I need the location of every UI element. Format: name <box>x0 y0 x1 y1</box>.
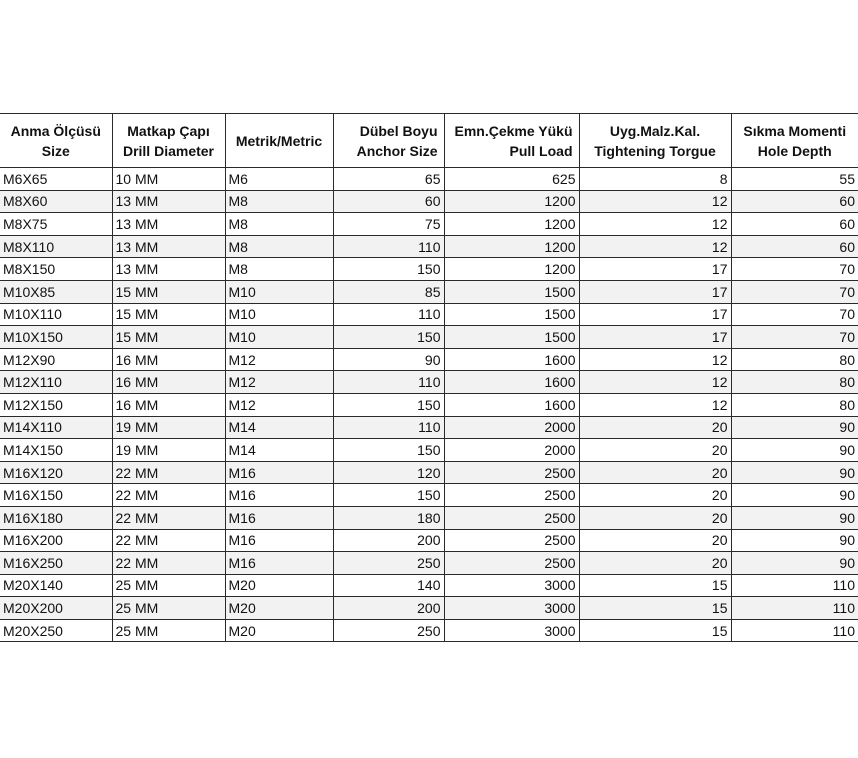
cell-anchor-size: 65 <box>333 168 444 191</box>
cell-pull-load: 1600 <box>444 393 579 416</box>
cell-anchor-size: 90 <box>333 348 444 371</box>
cell-drill-diameter: 13 MM <box>112 213 225 236</box>
cell-size: M10X85 <box>0 280 112 303</box>
cell-tightening-torque: 20 <box>579 461 731 484</box>
cell-metric: M20 <box>225 597 333 620</box>
table-row <box>0 371 858 394</box>
table-row <box>0 552 858 575</box>
header-size <box>0 114 112 168</box>
cell-hole-depth: 90 <box>731 439 858 462</box>
cell-anchor-size: 200 <box>333 597 444 620</box>
table-row <box>0 506 858 529</box>
cell-anchor-size: 110 <box>333 371 444 394</box>
cell-hole-depth: 90 <box>731 484 858 507</box>
cell-size: M8X150 <box>0 258 112 281</box>
cell-drill-diameter: 13 MM <box>112 235 225 258</box>
cell-metric: M8 <box>225 235 333 258</box>
cell-metric: M14 <box>225 439 333 462</box>
cell-pull-load: 2500 <box>444 461 579 484</box>
cell-pull-load: 1600 <box>444 348 579 371</box>
cell-pull-load: 1200 <box>444 190 579 213</box>
table-body <box>0 168 858 642</box>
header-hole-depth <box>731 114 858 168</box>
cell-size: M8X75 <box>0 213 112 236</box>
cell-metric: M10 <box>225 280 333 303</box>
cell-tightening-torque: 17 <box>579 258 731 281</box>
cell-drill-diameter: 22 MM <box>112 529 225 552</box>
cell-pull-load: 1200 <box>444 258 579 281</box>
table-row <box>0 280 858 303</box>
cell-metric: M6 <box>225 168 333 191</box>
cell-tightening-torque: 12 <box>579 393 731 416</box>
cell-drill-diameter: 22 MM <box>112 461 225 484</box>
table-row <box>0 619 858 642</box>
cell-tightening-torque: 20 <box>579 506 731 529</box>
table-row <box>0 235 858 258</box>
cell-anchor-size: 110 <box>333 235 444 258</box>
cell-size: M12X110 <box>0 371 112 394</box>
cell-metric: M8 <box>225 258 333 281</box>
cell-anchor-size: 150 <box>333 393 444 416</box>
cell-pull-load: 1500 <box>444 303 579 326</box>
cell-drill-diameter: 19 MM <box>112 439 225 462</box>
cell-tightening-torque: 20 <box>579 439 731 462</box>
cell-anchor-size: 140 <box>333 574 444 597</box>
header-hole-depth-tr: Sıkma Momenti <box>743 122 847 139</box>
cell-metric: M16 <box>225 484 333 507</box>
header-anchor-size <box>333 114 444 168</box>
table-row <box>0 190 858 213</box>
table-header <box>0 114 858 168</box>
cell-pull-load: 3000 <box>444 619 579 642</box>
cell-pull-load: 2000 <box>444 439 579 462</box>
table-row <box>0 348 858 371</box>
anchor-spec-table <box>0 113 858 642</box>
cell-metric: M20 <box>225 574 333 597</box>
cell-size: M16X120 <box>0 461 112 484</box>
table-row <box>0 393 858 416</box>
header-size-en: Size <box>41 142 70 159</box>
cell-tightening-torque: 17 <box>579 280 731 303</box>
cell-drill-diameter: 15 MM <box>112 303 225 326</box>
cell-metric: M16 <box>225 529 333 552</box>
table-row <box>0 303 858 326</box>
cell-hole-depth: 90 <box>731 529 858 552</box>
cell-metric: M12 <box>225 348 333 371</box>
cell-tightening-torque: 20 <box>579 552 731 575</box>
cell-hole-depth: 60 <box>731 213 858 236</box>
header-hole-depth-en: Hole Depth <box>757 142 832 159</box>
table-row <box>0 439 858 462</box>
table-row <box>0 258 858 281</box>
cell-size: M16X200 <box>0 529 112 552</box>
cell-hole-depth: 70 <box>731 280 858 303</box>
cell-pull-load: 2000 <box>444 416 579 439</box>
cell-metric: M12 <box>225 393 333 416</box>
cell-anchor-size: 60 <box>333 190 444 213</box>
cell-tightening-torque: 15 <box>579 574 731 597</box>
cell-hole-depth: 70 <box>731 326 858 349</box>
table-row <box>0 484 858 507</box>
cell-size: M20X250 <box>0 619 112 642</box>
header-metric <box>225 114 333 168</box>
cell-pull-load: 1200 <box>444 235 579 258</box>
header-tightening-torque <box>579 114 731 168</box>
cell-pull-load: 1200 <box>444 213 579 236</box>
cell-tightening-torque: 20 <box>579 416 731 439</box>
cell-drill-diameter: 22 MM <box>112 552 225 575</box>
header-anchor-size-en: Anchor Size <box>356 142 438 159</box>
cell-metric: M16 <box>225 461 333 484</box>
table-row <box>0 461 858 484</box>
cell-hole-depth: 90 <box>731 506 858 529</box>
header-metric-label: Metrik/Metric <box>235 132 323 149</box>
table-row <box>0 326 858 349</box>
header-drill-diameter-en: Drill Diameter <box>122 142 215 159</box>
cell-anchor-size: 200 <box>333 529 444 552</box>
table-row <box>0 597 858 620</box>
cell-hole-depth: 80 <box>731 371 858 394</box>
cell-metric: M8 <box>225 190 333 213</box>
cell-hole-depth: 70 <box>731 303 858 326</box>
cell-size: M6X65 <box>0 168 112 191</box>
cell-tightening-torque: 17 <box>579 303 731 326</box>
cell-hole-depth: 110 <box>731 574 858 597</box>
cell-tightening-torque: 17 <box>579 326 731 349</box>
cell-anchor-size: 180 <box>333 506 444 529</box>
table-row <box>0 416 858 439</box>
header-anchor-size-tr: Dübel Boyu <box>359 122 438 139</box>
header-drill-diameter-tr: Matkap Çapı <box>127 122 210 139</box>
cell-hole-depth: 60 <box>731 235 858 258</box>
cell-hole-depth: 90 <box>731 461 858 484</box>
cell-drill-diameter: 13 MM <box>112 258 225 281</box>
cell-drill-diameter: 16 MM <box>112 348 225 371</box>
cell-tightening-torque: 12 <box>579 235 731 258</box>
cell-hole-depth: 80 <box>731 393 858 416</box>
cell-tightening-torque: 15 <box>579 619 731 642</box>
cell-metric: M14 <box>225 416 333 439</box>
cell-size: M8X110 <box>0 235 112 258</box>
cell-size: M20X140 <box>0 574 112 597</box>
cell-hole-depth: 110 <box>731 619 858 642</box>
cell-size: M8X60 <box>0 190 112 213</box>
cell-metric: M10 <box>225 326 333 349</box>
cell-drill-diameter: 25 MM <box>112 619 225 642</box>
cell-pull-load: 3000 <box>444 574 579 597</box>
cell-hole-depth: 55 <box>731 168 858 191</box>
cell-drill-diameter: 25 MM <box>112 574 225 597</box>
cell-pull-load: 2500 <box>444 529 579 552</box>
cell-tightening-torque: 12 <box>579 371 731 394</box>
cell-pull-load: 2500 <box>444 484 579 507</box>
cell-drill-diameter: 10 MM <box>112 168 225 191</box>
cell-hole-depth: 90 <box>731 552 858 575</box>
cell-drill-diameter: 16 MM <box>112 371 225 394</box>
cell-hole-depth: 70 <box>731 258 858 281</box>
cell-anchor-size: 85 <box>333 280 444 303</box>
cell-size: M16X150 <box>0 484 112 507</box>
cell-drill-diameter: 19 MM <box>112 416 225 439</box>
cell-drill-diameter: 22 MM <box>112 506 225 529</box>
cell-tightening-torque: 12 <box>579 213 731 236</box>
cell-size: M16X250 <box>0 552 112 575</box>
cell-drill-diameter: 16 MM <box>112 393 225 416</box>
cell-hole-depth: 80 <box>731 348 858 371</box>
cell-tightening-torque: 8 <box>579 168 731 191</box>
cell-drill-diameter: 15 MM <box>112 326 225 349</box>
cell-pull-load: 625 <box>444 168 579 191</box>
cell-pull-load: 2500 <box>444 552 579 575</box>
cell-anchor-size: 250 <box>333 552 444 575</box>
cell-tightening-torque: 12 <box>579 348 731 371</box>
header-row <box>0 114 858 168</box>
cell-tightening-torque: 15 <box>579 597 731 620</box>
header-drill-diameter <box>112 114 225 168</box>
cell-pull-load: 1500 <box>444 280 579 303</box>
cell-anchor-size: 150 <box>333 258 444 281</box>
cell-metric: M20 <box>225 619 333 642</box>
cell-tightening-torque: 20 <box>579 484 731 507</box>
cell-metric: M10 <box>225 303 333 326</box>
header-pull-load-en: Pull Load <box>509 142 573 159</box>
cell-tightening-torque: 20 <box>579 529 731 552</box>
cell-metric: M8 <box>225 213 333 236</box>
cell-size: M20X200 <box>0 597 112 620</box>
cell-anchor-size: 110 <box>333 416 444 439</box>
cell-size: M14X110 <box>0 416 112 439</box>
cell-anchor-size: 75 <box>333 213 444 236</box>
cell-pull-load: 1600 <box>444 371 579 394</box>
table-row <box>0 213 858 236</box>
header-size-tr: Anma Ölçüsü <box>10 122 101 139</box>
cell-hole-depth: 60 <box>731 190 858 213</box>
cell-metric: M16 <box>225 506 333 529</box>
header-tightening-torque-tr: Uyg.Malz.Kal. <box>609 122 701 139</box>
table-row <box>0 529 858 552</box>
cell-drill-diameter: 13 MM <box>112 190 225 213</box>
cell-size: M12X150 <box>0 393 112 416</box>
cell-pull-load: 2500 <box>444 506 579 529</box>
cell-pull-load: 1500 <box>444 326 579 349</box>
cell-size: M10X150 <box>0 326 112 349</box>
cell-hole-depth: 90 <box>731 416 858 439</box>
cell-anchor-size: 150 <box>333 439 444 462</box>
cell-size: M16X180 <box>0 506 112 529</box>
table-row <box>0 574 858 597</box>
cell-metric: M16 <box>225 552 333 575</box>
table-row <box>0 168 858 191</box>
cell-metric: M12 <box>225 371 333 394</box>
cell-anchor-size: 150 <box>333 326 444 349</box>
header-tightening-torque-en: Tightening Torgue <box>594 142 716 159</box>
cell-anchor-size: 120 <box>333 461 444 484</box>
cell-drill-diameter: 25 MM <box>112 597 225 620</box>
cell-drill-diameter: 15 MM <box>112 280 225 303</box>
cell-pull-load: 3000 <box>444 597 579 620</box>
cell-size: M12X90 <box>0 348 112 371</box>
cell-hole-depth: 110 <box>731 597 858 620</box>
cell-size: M14X150 <box>0 439 112 462</box>
cell-size: M10X110 <box>0 303 112 326</box>
cell-drill-diameter: 22 MM <box>112 484 225 507</box>
header-pull-load <box>444 114 579 168</box>
cell-anchor-size: 150 <box>333 484 444 507</box>
cell-anchor-size: 110 <box>333 303 444 326</box>
header-pull-load-tr: Emn.Çekme Yükü <box>454 122 573 139</box>
cell-tightening-torque: 12 <box>579 190 731 213</box>
cell-anchor-size: 250 <box>333 619 444 642</box>
